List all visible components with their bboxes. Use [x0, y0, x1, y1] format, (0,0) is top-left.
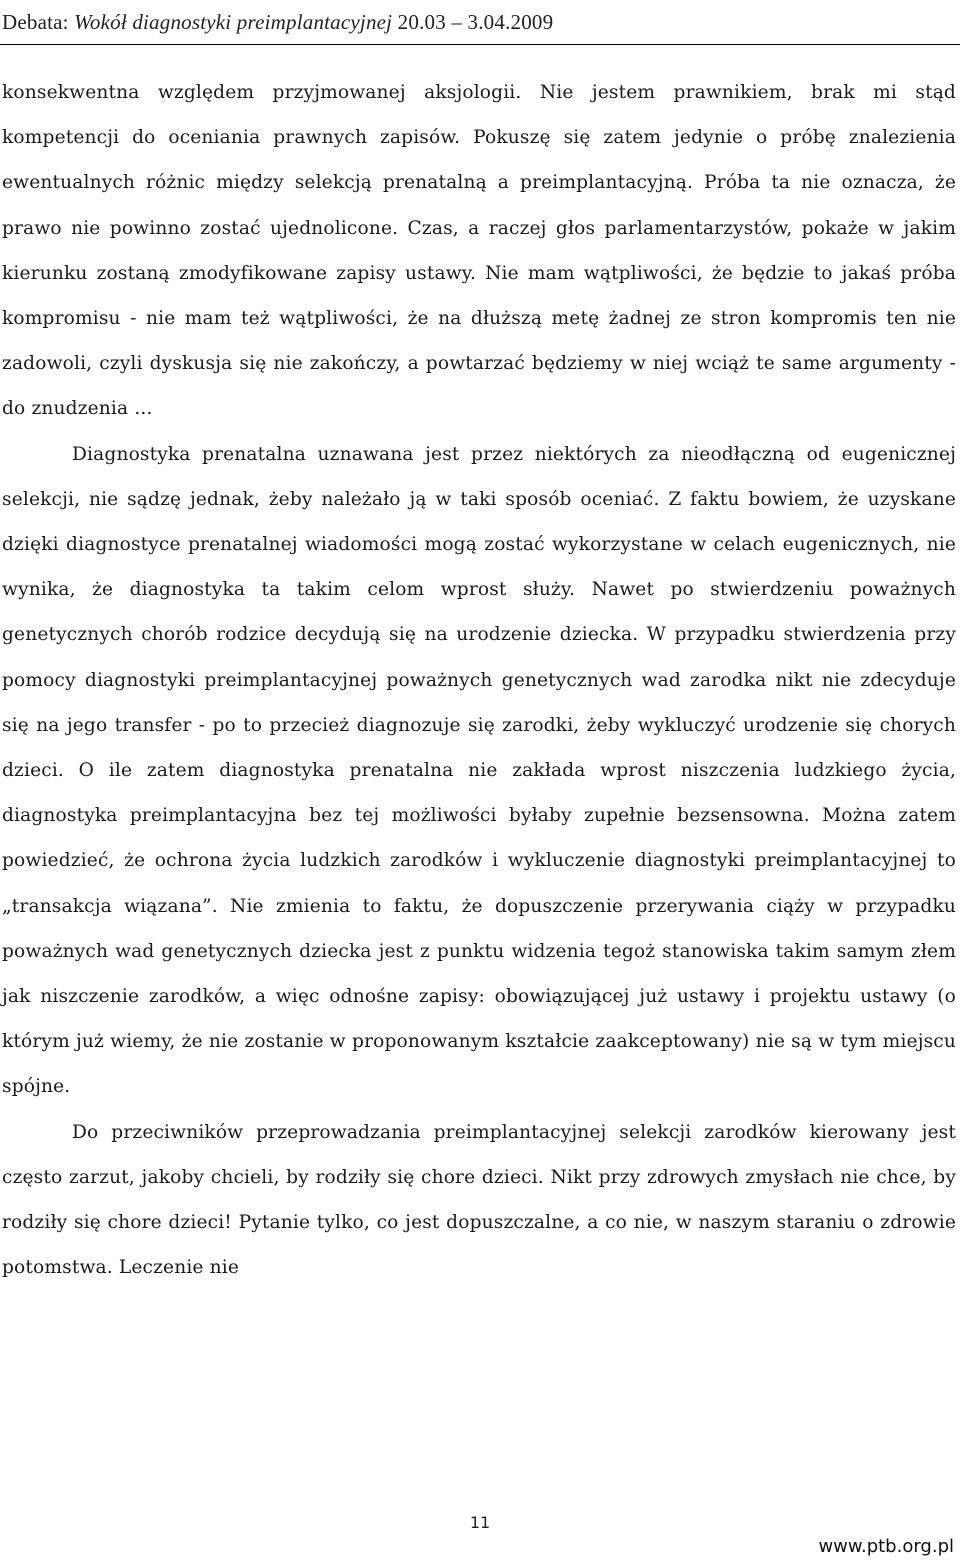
paragraph: Diagnostyka prenatalna uznawana jest przez niektórych za nieodłączną od eugenicznej selekcji, nie sądzę jednak, żeby należało ją w taki sposób oceniać. Z faktu bowiem, że uzyskane dzięki diagnostyce prenatalnej wiadomości mogą zostać wykorzystane w celach eugenicznych, nie wynika, że diagnostyka ta takim celom wprost służy. Nawet po stwierdzeniu poważnych genetycznych chorób rodzice decydują się na urodzenie dziecka. W przypadku stwierdzenia przy pomocy diagnostyki preimplantacyjnej poważnych genetycznych wad zarodka nikt nie zdecyduje się na jego transfer - po to przecież diagnozuje się zarodki, żeby wykluczyć urodzenie się chorych dzieci. O ile zatem diagnostyka prenatalna nie zakłada wprost niszczenia ludzkiego życia, diagnostyka preimplantacyjna bez tej możliwości byłaby zupełnie bezsensowna. Można zatem powiedzieć, że ochrona życia ludzkich zarodków i wykluczenie diagnostyki preimplantacyjnej to „transakcja wiązana”. Nie zmienia to faktu, że dopuszczenie przerywania ciąży w przypadku poważnych wad genetycznych dziecka jest z punktu widzenia tegoż stanowiska takim samym złem jak niszczenie zarodków, a więc odnośne zapisy: obowiązującej już ustawy i projektu ustawy (o którym już wiemy, że nie zostanie w proponowanym kształcie zaakceptowany) nie są w tym miejscu spójne.: [2, 443, 956, 1098]
paragraph: Do przeciwników przeprowadzania preimplantacyjnej selekcji zarodków kierowany jest często zarzut, jakoby chcieli, by rodziły się chore dzieci. Nikt przy zdrowych zmysłach nie chce, by rodziły się chore dzieci! Pytanie tylko, co jest dopuszczalne, a co nie, w naszym staraniu o zdrowie potomstwa. Leczenie nie: [2, 1121, 956, 1279]
paragraph: konsekwentna względem przyjmowanej aksjologii. Nie jestem prawnikiem, brak mi stąd kompetencji do oceniania prawnych zapisów. Pokuszę się zatem jedynie o próbę znalezienia ewentualnych różnic między selekcją prenatalną a preimplantacyjną. Próba ta nie oznacza, że prawo nie powinno zostać ujednolicone. Czas, a raczej głos parlamentarzystów, pokaże w jakim kierunku zostaną zmodyfikowane zapisy ustawy. Nie mam wątpliwości, że będzie to jakaś próba kompromisu - nie mam też wątpliwości, że na dłuższą metę żadnej ze stron kompromis ten nie zadowoli, czyli dyskusja się nie zakończy, a powtarzać będziemy w niej wciąż te same argumenty - do znudzenia ...: [2, 82, 956, 420]
document-body: [2, 70, 956, 1290]
header-prefix: Debata:: [2, 10, 75, 34]
page-header: [0, 0, 960, 50]
header-title: Wokół diagnostyki preimplantacyjnej: [74, 10, 393, 34]
header-text: [2, 10, 553, 35]
header-divider: [0, 44, 960, 45]
page-number: 11: [469, 1513, 491, 1532]
header-dates: 20.03 – 3.04.2009: [392, 10, 554, 34]
site-url: www.ptb.org.pl: [818, 1536, 954, 1557]
